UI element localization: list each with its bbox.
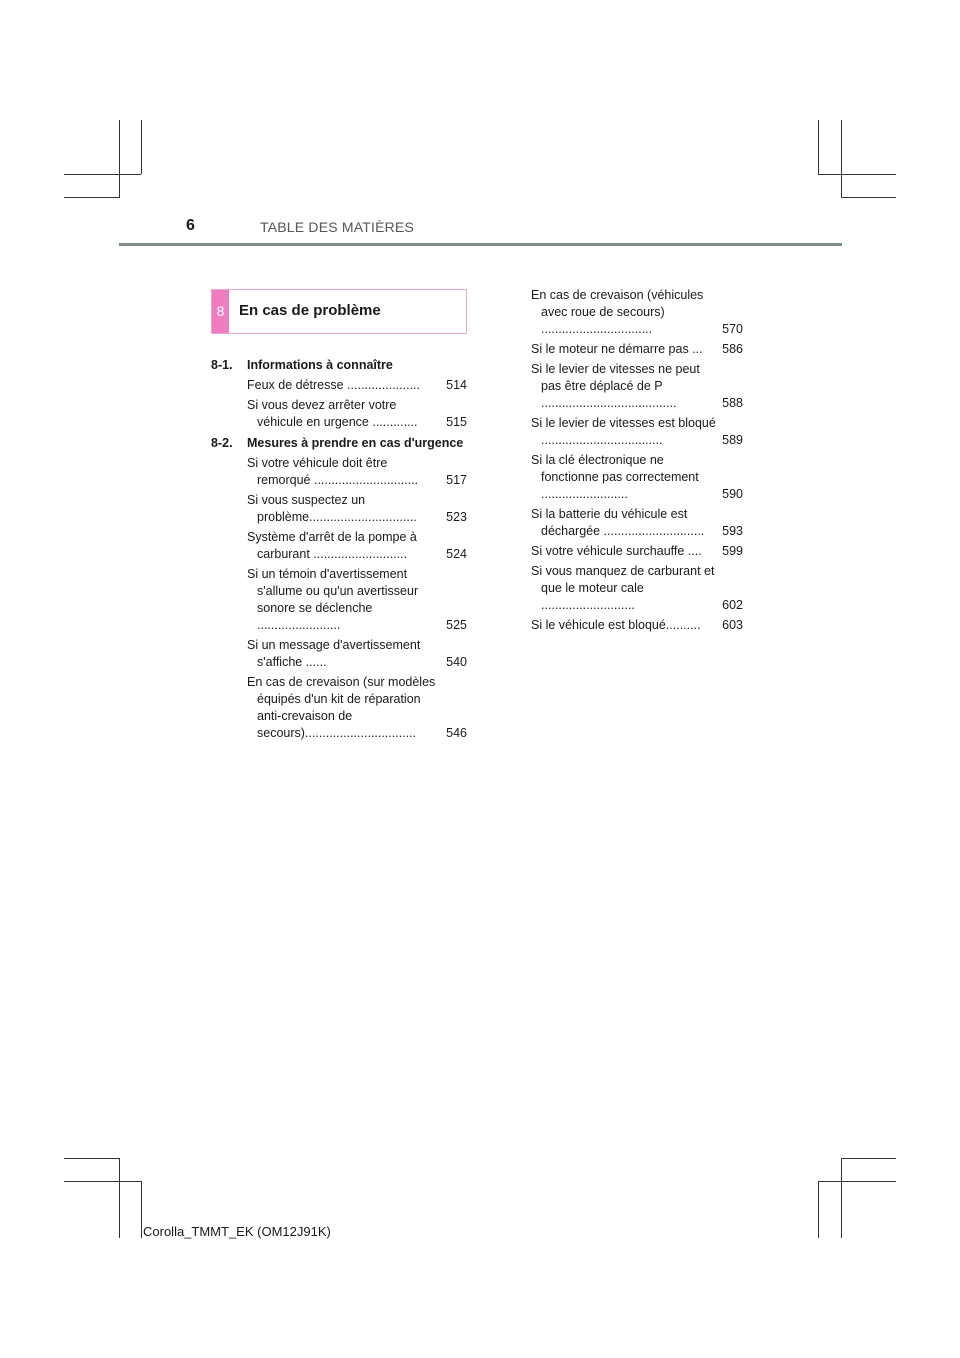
toc-entry[interactable]	[531, 452, 743, 503]
entry-page: 590	[722, 487, 743, 501]
toc-left-column	[211, 353, 467, 745]
toc-entry[interactable]	[531, 543, 743, 560]
crop-mark	[119, 120, 120, 198]
chapter-number-tab: 8	[212, 290, 229, 333]
entry-page: 603	[722, 618, 743, 632]
toc-entry[interactable]	[247, 529, 467, 563]
entry-page: 540	[446, 655, 467, 669]
crop-mark	[64, 1181, 141, 1182]
toc-entry[interactable]	[531, 361, 743, 412]
crop-mark	[818, 1181, 896, 1182]
toc-entry[interactable]	[531, 617, 743, 634]
section-number: 8-1.	[211, 358, 233, 372]
toc-section	[211, 435, 467, 742]
entry-page: 602	[722, 598, 743, 612]
toc-entry[interactable]	[247, 566, 467, 634]
entry-page: 523	[446, 510, 467, 524]
toc-right-column	[531, 287, 743, 637]
entry-page: 515	[446, 415, 467, 429]
chapter-title: En cas de problème	[239, 302, 381, 319]
entry-page: 546	[446, 726, 467, 740]
section-number: 8-2.	[211, 436, 233, 450]
entry-text: Si le véhicule est bloqué..........	[531, 618, 701, 632]
entry-text: Si un message d'avertissement s'affiche ......	[247, 638, 421, 669]
entry-text: Si le levier de vitesses est bloqué ...................................	[531, 416, 716, 447]
page-number: 6	[186, 217, 195, 234]
header-divider	[119, 243, 842, 246]
crop-mark	[64, 1158, 119, 1159]
entry-page: 586	[722, 342, 743, 356]
entry-text: Si votre véhicule doit être remorqué ..............................	[247, 456, 419, 487]
entry-text: Si vous devez arrêter votre véhicule en urgence .............	[247, 398, 418, 429]
entry-text: Si vous suspectez un problème...............................	[247, 493, 417, 524]
toc-section	[211, 357, 467, 431]
entry-page: 593	[722, 524, 743, 538]
toc-entry[interactable]	[247, 674, 467, 742]
toc-entry[interactable]	[247, 397, 467, 431]
entry-text: Feux de détresse .....................	[247, 378, 420, 392]
page-header-title: TABLE DES MATIÈRES	[260, 219, 415, 235]
toc-entry[interactable]	[247, 492, 467, 526]
entry-page: 589	[722, 433, 743, 447]
entry-text: Si le moteur ne démarre pas ...	[531, 342, 703, 356]
entry-text: En cas de crevaison (véhicules avec roue de secours) ................................	[531, 288, 704, 336]
toc-entry[interactable]	[531, 341, 743, 358]
entry-text: Si la clé électronique ne fonctionne pas correctement .........................	[531, 453, 699, 501]
crop-mark	[841, 1158, 842, 1238]
entry-page: 570	[722, 322, 743, 336]
entry-text: En cas de crevaison (sur modèles équipés d'un kit de réparation anti-crevaison de secours)................................	[247, 675, 436, 740]
entry-text: Si vous manquez de carburant et que le moteur cale ...........................	[531, 564, 715, 612]
entry-page: 524	[446, 547, 467, 561]
crop-mark	[818, 120, 819, 174]
crop-mark	[841, 1158, 896, 1159]
toc-entry[interactable]	[247, 637, 467, 671]
document-footer-id: Corolla_TMMT_EK (OM12J91K)	[143, 1224, 331, 1239]
entry-text: Si votre véhicule surchauffe ....	[531, 544, 702, 558]
entry-page: 599	[722, 544, 743, 558]
entry-page: 517	[446, 473, 467, 487]
crop-mark	[141, 1181, 142, 1238]
entry-page: 514	[446, 378, 467, 392]
crop-mark	[64, 197, 119, 198]
section-title: Informations à connaître	[247, 358, 393, 372]
crop-mark	[64, 174, 141, 175]
entry-text: Si un témoin d'avertissement s'allume ou qu'un avertisseur sonore se déclenche ........................	[247, 567, 419, 632]
crop-mark	[818, 1181, 819, 1238]
crop-mark	[818, 174, 896, 175]
toc-entry[interactable]	[247, 455, 467, 489]
entry-page: 588	[722, 396, 743, 410]
crop-mark	[141, 120, 142, 174]
chapter-heading	[211, 289, 467, 334]
entry-text: Système d'arrêt de la pompe à carburant ...........................	[247, 530, 417, 561]
crop-mark	[841, 120, 842, 198]
crop-mark	[119, 1158, 120, 1238]
toc-entry[interactable]	[531, 563, 743, 614]
section-title: Mesures à prendre en cas d'urgence	[247, 436, 464, 450]
crop-mark	[841, 197, 896, 198]
entry-text: Si le levier de vitesses ne peut pas être déplacé de P .......................................	[531, 362, 700, 410]
toc-entry[interactable]	[247, 377, 467, 394]
toc-entry[interactable]	[531, 415, 743, 449]
entry-page: 525	[446, 618, 467, 632]
toc-entry[interactable]	[531, 506, 743, 540]
entry-text: Si la batterie du véhicule est déchargée .............................	[531, 507, 705, 538]
toc-entry[interactable]	[531, 287, 743, 338]
